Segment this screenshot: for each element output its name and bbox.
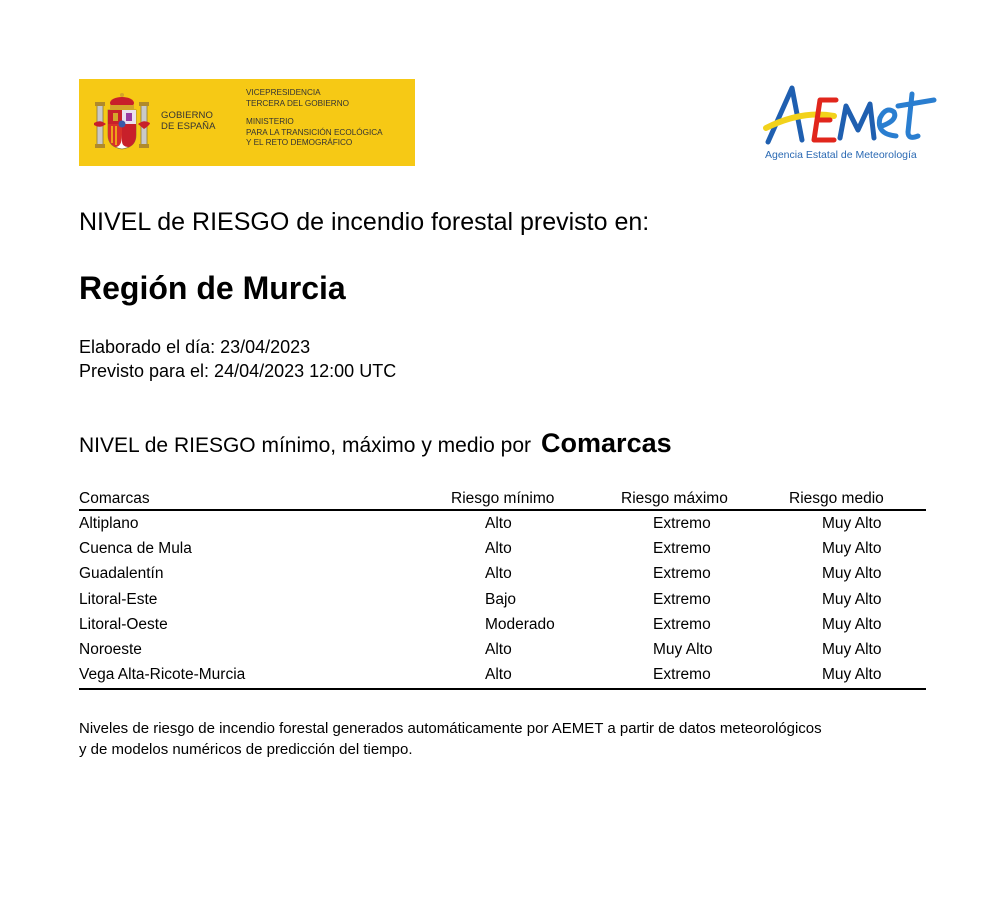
cell-max: Extremo [653, 514, 711, 532]
cell-min: Bajo [485, 590, 517, 608]
section-heading [79, 428, 672, 459]
table-row [79, 612, 926, 637]
table-row [79, 562, 926, 587]
cell-max: Extremo [653, 666, 711, 684]
column-header-comarcas: Comarcas [79, 489, 150, 507]
cell-min: Alto [485, 666, 512, 684]
cell-min: Alto [485, 514, 512, 532]
ministry-line3: Y EL RETO DEMOGRÁFICO [246, 138, 353, 147]
table-row [79, 663, 926, 689]
elaborated-date: Elaborado el día: 23/04/2023 [79, 337, 311, 357]
cell-comarca: Litoral-Oeste [79, 615, 168, 633]
footnote-line1: Niveles de riesgo de incendio forestal generados automáticamente por AEMET a partir de datos meteorológicos [79, 720, 822, 737]
cell-comarca: Litoral-Este [79, 590, 158, 608]
gov-name-line1: GOBIERNO [161, 110, 214, 121]
cell-med: Muy Alto [822, 590, 882, 608]
column-header-max: Riesgo máximo [621, 489, 728, 507]
cell-max: Extremo [653, 615, 711, 633]
report-meta [79, 335, 396, 383]
cell-min: Moderado [485, 615, 555, 633]
cell-max: Extremo [653, 565, 711, 583]
government-logo-banner [79, 79, 415, 166]
footnote-line2: y de modelos numéricos de predicción del tiempo. [79, 741, 413, 758]
government-name [161, 110, 216, 132]
cell-min: Alto [485, 565, 512, 583]
table-row [79, 587, 926, 612]
table-row [79, 510, 926, 536]
region-title: Región de Murcia [79, 270, 346, 306]
section-heading-prefix: NIVEL de RIESGO mínimo, máximo y medio por [79, 434, 532, 457]
cell-comarca: Altiplano [79, 514, 139, 532]
cell-min: Alto [485, 539, 512, 557]
column-header-min: Riesgo mínimo [451, 489, 555, 507]
cell-comarca: Noroeste [79, 641, 142, 659]
forecast-date: Previsto para el: 24/04/2023 12:00 UTC [79, 361, 397, 381]
cell-med: Muy Alto [822, 539, 882, 557]
cell-max: Extremo [653, 539, 711, 557]
table-row [79, 637, 926, 662]
cell-comarca: Guadalentín [79, 565, 164, 583]
gov-name-line2: DE ESPAÑA [161, 121, 216, 132]
risk-table [79, 487, 926, 690]
ministry-line2: PARA LA TRANSICIÓN ECOLÓGICA [246, 127, 383, 137]
cell-med: Muy Alto [822, 514, 882, 532]
ministry-name [246, 88, 383, 149]
table-row [79, 536, 926, 561]
cell-comarca: Vega Alta-Ricote-Murcia [79, 666, 246, 684]
cell-med: Muy Alto [822, 615, 882, 633]
ministry-line1: MINISTERIO [246, 117, 294, 126]
cell-comarca: Cuenca de Mula [79, 539, 192, 557]
vice-line2: TERCERA DEL GOBIERNO [246, 98, 349, 108]
cell-min: Alto [485, 641, 512, 659]
cell-max: Muy Alto [653, 641, 713, 659]
cell-med: Muy Alto [822, 666, 882, 684]
section-heading-emphasis: Comarcas [541, 428, 672, 458]
coat-of-arms-icon [93, 91, 151, 155]
table-header-row [79, 487, 926, 510]
cell-med: Muy Alto [822, 565, 882, 583]
vice-line1: VICEPRESIDENCIA [246, 88, 321, 97]
column-header-med: Riesgo medio [789, 489, 884, 507]
aemet-subtitle: Agencia Estatal de Meteorología [765, 149, 917, 161]
footnote [79, 718, 939, 760]
cell-max: Extremo [653, 590, 711, 608]
page-intro-title: NIVEL de RIESGO de incendio forestal previsto en: [79, 208, 650, 236]
cell-med: Muy Alto [822, 641, 882, 659]
